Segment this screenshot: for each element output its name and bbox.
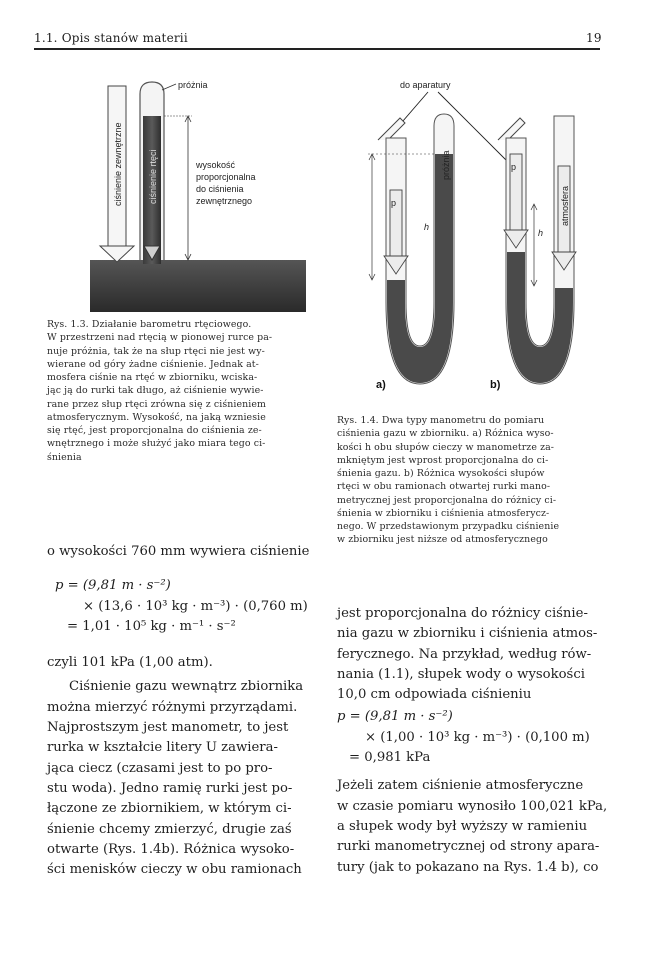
- caption-line: rtęci w obu ramionach otwartej rurki mano-: [337, 481, 551, 493]
- label-b: b): [490, 379, 501, 391]
- label-atmosphere: atmosfera: [560, 185, 570, 226]
- caption-line: atmosferycznym. Wysokość, na jaką wzniesie: [47, 411, 266, 423]
- mercury-reservoir: [90, 260, 306, 312]
- equation-line: = 1,01 · 10⁵ kg · m⁻¹ · s⁻²: [67, 618, 236, 634]
- equation-line: × (1,00 · 10³ kg · m⁻³) · (0,100 m): [365, 729, 590, 745]
- caption-line: mosfera ciśnie na rtęć w zbiorniku, wciska-: [47, 372, 258, 383]
- right-column: [337, 604, 608, 878]
- paragraph-line: w czasie pomiaru wynosiło 100,021 kPa,: [337, 798, 608, 814]
- paragraph-line: czyli 101 kPa (1,00 atm).: [47, 655, 213, 671]
- caption-line: Rys. 1.4. Dwa typy manometru do pomiaru: [337, 415, 545, 426]
- paragraph-line: ści menisków cieczy w obu ramionach: [47, 862, 302, 878]
- paragraph-line: stu woda). Jedno ramię rurki jest po-: [47, 780, 293, 796]
- paragraph-line: rurka w kształcie litery U zawiera-: [47, 740, 278, 756]
- caption-line: kości h obu słupów cieczy w manometrze za-: [337, 441, 555, 453]
- paragraph-line: jest proporcjonalna do różnicy ciśnie-: [337, 606, 588, 621]
- label-mercury-pressure: ciśnienie rtęci: [148, 149, 158, 204]
- paragraph-line: jąca ciecz (czasami jest to po pro-: [47, 760, 273, 776]
- label-height-3: do ciśnienia: [196, 184, 244, 194]
- figure-manometers: [350, 70, 610, 410]
- caption-line: wierane od góry żadne ciśnienie. Jednak at-: [47, 358, 259, 370]
- label-external-pressure: ciśnienie zewnętrzne: [113, 122, 123, 206]
- left-column: [47, 542, 313, 880]
- caption-line: metrycznej jest proporcjonalna do różnicy ci-: [337, 494, 557, 506]
- paragraph-line: o wysokości 760 mm wywiera ciśnienie: [47, 544, 310, 559]
- paragraph-line: Jeżeli zatem ciśnienie atmosferyczne: [337, 778, 584, 794]
- paragraph-line: łączone ze zbiornikiem, w którym ci-: [47, 801, 292, 817]
- paragraph-line: nia gazu w zbiorniku i ciśnienia atmos-: [337, 626, 598, 642]
- caption-line: się rtęć, jest proporcjonalna do ciśnienia ze-: [47, 425, 262, 436]
- figure-barometer: [88, 76, 310, 316]
- label-apparatus: do aparatury: [400, 80, 451, 90]
- caption-fig-1-3: [47, 318, 311, 464]
- paragraph-line: śnienie chcemy zmierzyć, drugie zaś: [47, 821, 292, 837]
- paragraph-line: rurki manometrycznej od strony apara-: [337, 839, 600, 855]
- paragraph-line: a słupek wody był wyższy w ramieniu: [337, 818, 588, 834]
- caption-line: ciśnienia gazu w zbiorniku. a) Różnica wyso-: [337, 428, 554, 440]
- equation-line: p = (9,81 m · s⁻²): [55, 578, 171, 594]
- caption-fig-1-4: [337, 414, 599, 547]
- paragraph-line: Najprostszym jest manometr, to jest: [47, 720, 289, 736]
- label-vacuum-a: próżnia: [441, 150, 451, 180]
- label-h-b: h: [538, 228, 544, 238]
- label-p-b: p: [511, 162, 517, 172]
- label-height-2: proporcjonalna: [196, 172, 256, 182]
- equation-line: = 0,981 kPa: [349, 750, 431, 766]
- paragraph-line: można mierzyć różnymi przyrządami.: [47, 699, 298, 715]
- label-vacuum: próżnia: [178, 80, 208, 90]
- paragraph-line: otwarte (Rys. 1.4b). Różnica wysoko-: [47, 841, 295, 857]
- equation-line: × (13,6 · 10³ kg · m⁻³) · (0,760 m): [83, 598, 308, 614]
- manometer-a: [368, 114, 454, 391]
- equation-line: p = (9,81 m · s⁻²): [337, 709, 453, 725]
- caption-line: jąc ją do rurki tak długo, aż ciśnienie wywie-: [47, 385, 264, 397]
- label-p-a: p: [391, 198, 397, 208]
- caption-line: śnienia gazu. b) Różnica wysokości słupów: [337, 468, 545, 479]
- header-rule: [34, 48, 600, 50]
- caption-line: śnienia: [47, 451, 82, 463]
- paragraph-line: Ciśnienie gazu wewnątrz zbiornika: [69, 679, 304, 695]
- caption-line: śnienia w zbiorniku i ciśnienia atmosferycz-: [337, 507, 550, 519]
- caption-line: rane przez słup rtęci zrówna się z ciśnieniem: [47, 398, 266, 410]
- caption-line: Rys. 1.3. Działanie barometru rtęciowego.: [47, 319, 252, 330]
- paragraph-line: ferycznego. Na przykład, według rów-: [337, 646, 592, 662]
- paragraph-line: 10,0 cm odpowiada ciśnieniu: [337, 687, 532, 703]
- caption-line: wnętrznego i może służyć jako miara tego ci-: [47, 438, 266, 450]
- label-height-4: zewnętrznego: [196, 196, 253, 206]
- caption-line: nuje próżnia, tak że na słup rtęci nie jest wy-: [47, 345, 265, 357]
- running-header: 1.1. Opis stanów materii: [34, 31, 188, 45]
- paragraph-line: nania (1.1), słupek wody o wysokości: [337, 666, 585, 682]
- caption-line: W przestrzeni nad rtęcią w pionowej rurce pa-: [47, 332, 273, 344]
- paragraph-line: tury (jak to pokazano na Rys. 1.4 b), co: [337, 859, 599, 875]
- caption-line: nego. W przedstawionym przypadku ciśnienie: [337, 521, 560, 532]
- label-height-1: wysokość: [196, 160, 236, 170]
- page-number: 19: [586, 31, 602, 45]
- caption-line: mkniętym jest wprost proporcjonalna do ci-: [337, 454, 549, 466]
- label-h-a: h: [424, 222, 430, 232]
- caption-line: w zbiorniku jest niższe od atmosferycznego: [337, 534, 548, 546]
- label-a: a): [376, 379, 386, 391]
